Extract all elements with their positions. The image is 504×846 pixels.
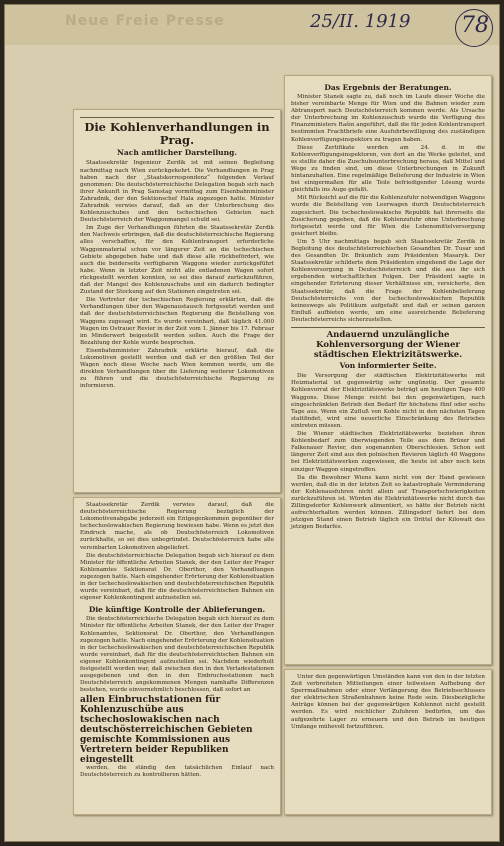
article-paragraph: Die deutschösterreichische Delegation begab sich hierauf zu dem Minister für öffentliche Arbeiten Stanek, der den Leiter der Prager Kohlenamtes Sektionsrat Dr. Oberthor, den Verhandlungen zugezogen hatte. Nach eingehender Erörterung der Kohlensituation in der tschechoslowakischen und deutschösterreichischen Republik wurde vereinbart, daß für die deutschösterreichischen Bahnen ein eigener Kohlenkontingent aufzustellen sei. (80, 552, 275, 602)
article-paragraph: Staatssekretär Zerdik verwies darauf, daß die deutschösterreichische Regierung bezüglich der Lokomotivenabgabe jederzeit ein Entgegenkommen gegenüber der tschechoslowakischen Regierung bewiesen habe. Wenn es jetzt den Eindruck mache, als ob Deutschösterreich Lokomotiven zurückhalte, so sei dies unbegründet. Deutschösterreich habe alle vereinbarten Lokomotiven abgeliefert. (80, 502, 274, 551)
header-strip (5, 5, 499, 45)
article-subtitle: Von informierter Seite. (339, 361, 437, 371)
section-heading: Die künftige Kontrolle der Ablieferungen. (88, 605, 266, 615)
article-paragraph: Diese Zertifikate werden am 24. d. in die Kohlenverfügungsinspektoren, von dort an die Werke geleitet, und es stellte daher die Zuschubsunterbrechung heraus, daß Mittel und Wege zu finden sind, um diese Unterbrechungen in Zukunft hintanzuhalten. Eine regelmäßige Belieferung der Industrie in Wien bei einigermaßen für alle Teile befriedigender Lösung wurde gleichfalls ins Auge gefaßt. (291, 144, 485, 194)
archive-sheet (4, 4, 500, 842)
divider (291, 327, 485, 328)
clipping-elektrizitaetswerke-continued (284, 669, 492, 815)
article-paragraph: Die Versorgung der städtischen Elektrizitätswerke mit Heizmaterial ist gegenwärtig sehr ungünstig. Der gesamte Kohlenvorrat der Elektrizitätswerke beträgt am heutigen Tage 400 Waggons. Diese Menge reicht bei den gegenwärtigen, nach eingeschränkten Betrieb den Bedarf für höchstens fünf oder sechs Tage aus. Wenn ein Zufluß von Kohle nicht in den nächsten Tagen stattfindet, wird eine neuerliche Einschränkung des Betriebes eintreten müssen. (291, 373, 485, 429)
article-paragraph: Im Zuge der Verhandlungen führten die Staatssekretär Zerdik den Nachweis erbringen, daß die deutschösterreichische Regierung alles verschaffen, für den Kohlentransport erforderliche Waggonmaterial schon vor längerer Zeit an die tschechischen Gebiete abgegeben habe und daß diese alle rückbefördert, wie auch die beiderseits verfügbaren Waggons wieder zurückgeführt habe. Wenn in letzter Zeit nicht alle entladenen Wagen sofort rückgestellt werden konnten, so sei dies darauf zurückzuführen, daß der Mangel des Kohlenzuschubs und ein dadurch bedingter Zustand der Stockung auf den Stationen eingetreten sei. (80, 225, 274, 296)
newspaper-masthead-fragment: Neue Freie Presse (65, 13, 225, 29)
article-paragraph: Minister Stanek sagte zu, daß noch im Laufe dieser Woche die bisher vereinbarte Menge für Wien und die Bahnen wieder zum Abtransport nach Deutschösterreich kommen werde. Als Ursache der Unterbrechung im Kohlenzuschub wurde die Verfügung des Finanzministers Rašin angeführt, daß die für jeden Kohlentransport bestimmten Frachtbriefe eine Ausfuhrbewilligung des zuständigen Kohlenverfügungsinspektors zu tragen haben. (291, 94, 485, 143)
clipping-kohlenverhandlungen (73, 109, 281, 493)
article-paragraph: werden, die ständig den tatsächlichen Einlauf nach Deutschösterreich zu kontrollieren hätten. (80, 765, 274, 779)
article-paragraph: Mit Rücksicht auf die für die Kohlenzufuhr notwendigen Waggons wurde die Beistellung von Leerwagen durch Deutschösterreich zugesichert. Die tschechoslowakische Republik hat ihrerseits die Zusicherung gegeben, daß die Kohlenzufuhr ohne Unterbrechung fortgesetzt werde und für Wien die Lebensmittelversorgung gesichert bleibe. (291, 195, 485, 237)
page-number: 78 (461, 13, 489, 38)
article-paragraph: Die Vertreter der tschechischen Regierung erklärten, daß die Verhandlungen über den Wagenaustausch fortgesetzt werden und daß der deutschösterreichischen Regierung die Beistellung von Waggons zugesagt wird. Es wurde vereinbart, daß täglich 41.000 Wagen im Ostrauer Revier in der Zeit vom 1. Jänner bis 17. Februar im Minderwert beigestellt werden sollen. Auch die Frage der Bezahlung der Kohle wurde besprochen. (80, 297, 274, 346)
divider (80, 117, 274, 118)
spaced-emphasis-text: allen Einbruchstationen für Kohlenzuschübe aus tschechoslowakischen nach deutschösterreichischen Gebieten gemischte Kommissionen aus Vertretern beider Republiken eingestellt (80, 695, 253, 766)
article-paragraph: Um 5 Uhr nachmittags begab sich Staatssekretär Zerdik in Begleitung des deutschösterreichischen Gesandten Dr. Tusar und des Gesandten Dr. Bräunlich zum Präsidenten Masaryk. Der Staatssekretär schilderte dem Präsidenten eingehend die Lage der Kohlenversorgung in Deutschösterreich und die aus ihr sich ergebenden wirtschaftlichen Folgen. Der Präsident sagte in eingehender Erörterung dieser Verhältnisse ein, versicherte, den Staatssekretär, daß die Frage der Kohlenbelieferung Deutschösterreichs von der tschechoslowakischen Republik keineswegs als Politikum aufgefaßt und daß er seinen ganzen Einfluß aufbieten werde, um eine ausreichende Belieferung Deutschösterreichs sicherzustellen. (291, 238, 485, 323)
section-heading: Das Ergebnis der Beratungen. (324, 83, 452, 92)
article-title: Die Kohlenverhandlungen in Prag. (84, 120, 270, 148)
article-paragraph: Eisenbahnminister Zahradnik erklärte hierauf, daß die Lokomotiven gestellt werden und daß er den größten Teil der Wagen noch diese Woche nach Wien kommen werde, um die direkten Verhandlungen über die Lieferung weiterer Lokomotiven zu führen und die deutschösterreichische Regierung zu informieren. (80, 347, 274, 390)
handwritten-date: 25/II. 1919 (310, 11, 411, 32)
clipping-kohlenverhandlungen-continued (73, 497, 281, 815)
article-subtitle: Nach amtlicher Darstellung. (117, 148, 237, 158)
article-paragraph: Unter den gegenwärtigen Umständen kann von den in der letzten Zeit verbreiteten Mitteilungen einer teilweisen Aufhebung der Sperrmaßnahmen oder einer Verlängerung des Betriebsschlusses der elektrischen Straßenbahnen keine Rede sein. Diesbezügliche Anträge können bei der gegenwärtigen Kohlennot nicht gestellt werden. Es wird reichlicher Zufuhren bedürfen, um das aufgezehrte Lager zu erneuern und den Betrieb im heutigen Umfange mühevoll fortzuführen. (291, 674, 485, 730)
article-paragraph: Da die Bewohner Wiens kann nicht von der Hand gewiesen werden, daß die in der letzten Zeit so katastrophale Verminderung der Kohlenausfuhren nicht allein auf Transportschwierigkeiten zurückzuführen ist. Würden die Elektrizitätswerke nicht durch das Zillingsdorfer Kohlenwerk alimentiert, so hätte der Betrieb nicht aufrechterhalten werden können. Zillingsdorf liefert bei dem jetzigen Stand einen Betrieb täglich ein Drittel der Kilowatt des jetzigen Bedarfes. (291, 474, 485, 531)
article-paragraph: Die deutschösterreichische Delegation begab sich hierauf zu dem Minister für öffentliche Arbeiten Stanek, der den Leiter der Prager Kohlenamtes, Sektionsrat Dr. Oberthor, den Verhandlungen zugezogen hatte. Nach eingehender Erörterung der Kohlensituation in der tschechoslowakischen und deutschösterreichischen Republik wurde vereinbart, daß für die deutschösterreichischen Bahnen ein eigener Kohlenkontingent aufzustellen sei. Nachdem wiederholt festgestellt worden war, daß zwischen den in den Verladestationen ausgegebenen und den in den Einbruchsstationen nach Deutschösterreich angekommenen Mengen namhafte Differenzen bestehen, wurde einvernehmlich beschlossen, daß sofort an (80, 616, 275, 694)
clipping-ergebnis-beratungen (284, 75, 492, 665)
article-paragraph: Die Wiener städtischen Elektrizitätswerke beziehen ihren Kohlenbedarf zum überwiegenden Teile aus dem Brüxer und Falkenauer Revier, den sogenannten Oberschlesien. Schon seit längerer Zeit sind aus den polnischen Revieren täglich 40 Waggons bei Elektrizitätswerken zugewiesen, die heute ist aber noch kein einziger Waggon eingetroffen. (291, 431, 485, 473)
article-title: Andauernd unzulängliche Kohlenversorgung der Wiener städtischen Elektrizitätswerke. (313, 330, 463, 360)
article-paragraph: Staatssekretär Ingenieur Zerdik ist mit seinen Begleitung nachmittag nach Wien zurückgekehrt. Die Verhandlungen in Prag haben nach der „Staatskorrespondenz“ folgenden Verlauf genommen: Die deutschösterreichische Delegation begab sich nach ihrer Ankunft in Prag Samstag vormittag zum Eisenbahnminister Zahradnik, der den Sektionschef Hala zugezogen hatte. Minister Zahradnik verwies darauf, daß an der Unterbrechung des Kohlenzuschubes und den tschechischen Gebieten nach Deutschösterreich der Waggonmangel schuld sei. (80, 160, 274, 224)
